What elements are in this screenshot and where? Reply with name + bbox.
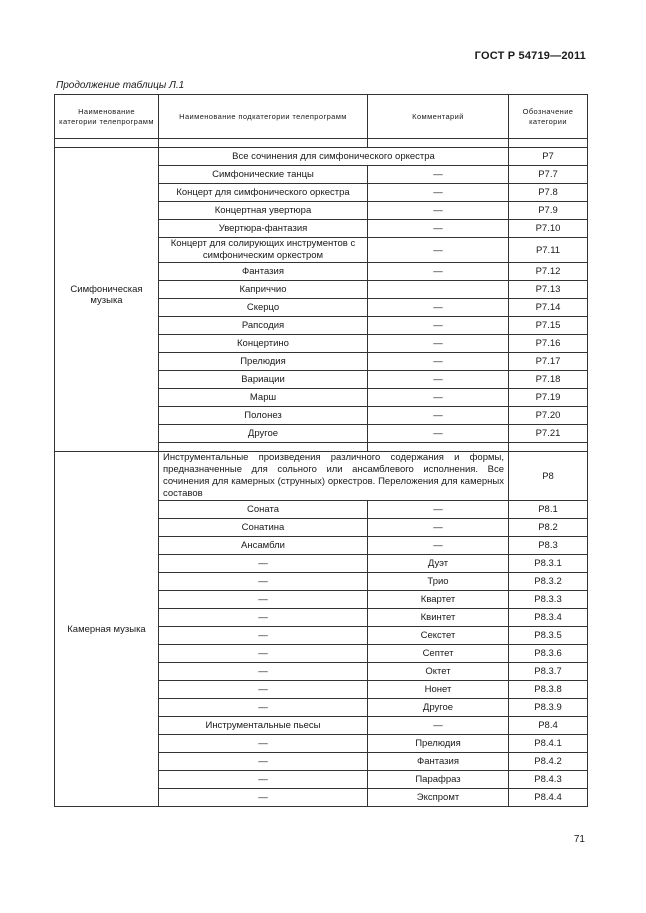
comment-cell: — xyxy=(368,501,509,519)
category-code: P8.3.1 xyxy=(509,555,588,573)
subcategory-cell: Инструментальные произведения различного содержания и формы, предназначенные для сольного или ансамблевого исполнения. Все сочинения для камерных (струнных) оркестров. Переложения для камерных составов xyxy=(159,452,509,501)
subcategory-cell: Рапсодия xyxy=(159,317,368,335)
spacer-cell xyxy=(159,443,368,452)
spacer-cell xyxy=(509,139,588,148)
subcategory-cell: — xyxy=(159,771,368,789)
comment-cell: — xyxy=(368,407,509,425)
comment-cell: — xyxy=(368,220,509,238)
category-code: P8.2 xyxy=(509,519,588,537)
comment-cell: — xyxy=(368,238,509,263)
table-caption: Продолжение таблицы Л.1 xyxy=(56,80,185,91)
subcategory-cell: Все сочинения для симфонического оркестра xyxy=(159,148,509,166)
subcategory-cell: — xyxy=(159,681,368,699)
comment-cell: — xyxy=(368,166,509,184)
subcategory-cell: — xyxy=(159,645,368,663)
subcategory-cell: — xyxy=(159,663,368,681)
spacer-cell xyxy=(368,139,509,148)
comment-cell: Другое xyxy=(368,699,509,717)
column-header-category: Наименование категории телепрограмм xyxy=(55,95,159,139)
subcategory-cell: — xyxy=(159,735,368,753)
subcategory-cell: — xyxy=(159,573,368,591)
category-code: P7.13 xyxy=(509,281,588,299)
category-code: P7.16 xyxy=(509,335,588,353)
standard-number: ГОСТ Р 54719—2011 xyxy=(474,50,586,62)
spacer-cell xyxy=(159,139,368,148)
comment-cell: Фантазия xyxy=(368,753,509,771)
spacer-cell xyxy=(55,139,159,148)
group-spacer xyxy=(55,139,588,148)
spacer-cell xyxy=(509,443,588,452)
subcategory-cell: — xyxy=(159,753,368,771)
comment-cell: Дуэт xyxy=(368,555,509,573)
comment-cell: Прелюдия xyxy=(368,735,509,753)
category-name: Симфоническая музыка xyxy=(55,148,159,443)
comment-cell: Парафраз xyxy=(368,771,509,789)
category-code: P8.4.1 xyxy=(509,735,588,753)
category-code: P7.17 xyxy=(509,353,588,371)
category-code: P8.3.2 xyxy=(509,573,588,591)
category-code: P8.3.6 xyxy=(509,645,588,663)
category-code: P7.12 xyxy=(509,263,588,281)
comment-cell: — xyxy=(368,317,509,335)
category-code: P8.3.7 xyxy=(509,663,588,681)
subcategory-cell: Концертино xyxy=(159,335,368,353)
subcategory-cell: Скерцо xyxy=(159,299,368,317)
spacer-cell xyxy=(55,443,159,452)
subcategory-cell: Каприччио xyxy=(159,281,368,299)
subcategory-cell: Концерт для солирующих инструментов с симфоническим оркестром xyxy=(159,238,368,263)
comment-cell: Септет xyxy=(368,645,509,663)
subcategory-cell: Сонатина xyxy=(159,519,368,537)
comment-cell: — xyxy=(368,335,509,353)
subcategory-cell: — xyxy=(159,591,368,609)
comment-cell: — xyxy=(368,202,509,220)
subcategory-cell: Увертюра-фантазия xyxy=(159,220,368,238)
category-code: P7.10 xyxy=(509,220,588,238)
column-header-code: Обозначение категории xyxy=(509,95,588,139)
comment-cell: — xyxy=(368,717,509,735)
subcategory-cell: Прелюдия xyxy=(159,353,368,371)
comment-cell: — xyxy=(368,371,509,389)
category-code: P8.4.2 xyxy=(509,753,588,771)
subcategory-cell: Инструментальные пьесы xyxy=(159,717,368,735)
table-body xyxy=(55,139,588,807)
category-code: P7.15 xyxy=(509,317,588,335)
comment-cell: Квартет xyxy=(368,591,509,609)
category-code: P8.3.8 xyxy=(509,681,588,699)
comment-cell: Секстет xyxy=(368,627,509,645)
subcategory-cell: — xyxy=(159,627,368,645)
subcategory-cell: Полонез xyxy=(159,407,368,425)
category-code: P7.9 xyxy=(509,202,588,220)
category-name: Камерная музыка xyxy=(55,452,159,807)
comment-cell: Трио xyxy=(368,573,509,591)
category-code: P7.20 xyxy=(509,407,588,425)
subcategory-cell: Вариации xyxy=(159,371,368,389)
table-row xyxy=(55,452,588,501)
comment-cell: — xyxy=(368,425,509,443)
subcategory-cell: Соната xyxy=(159,501,368,519)
subcategory-cell: Марш xyxy=(159,389,368,407)
category-code: P7.18 xyxy=(509,371,588,389)
comment-cell xyxy=(368,281,509,299)
category-code: P8.4.3 xyxy=(509,771,588,789)
category-code: P8.3 xyxy=(509,537,588,555)
category-code: P8.3.3 xyxy=(509,591,588,609)
subcategory-cell: Другое xyxy=(159,425,368,443)
subcategory-cell: Ансамбли xyxy=(159,537,368,555)
table-row xyxy=(55,148,588,166)
comment-cell: — xyxy=(368,184,509,202)
category-code: P7.8 xyxy=(509,184,588,202)
page-number: 71 xyxy=(573,834,585,845)
subcategory-cell: Фантазия xyxy=(159,263,368,281)
column-header-subcategory: Наименование подкатегории телепрограмм xyxy=(159,95,368,139)
comment-cell: — xyxy=(368,263,509,281)
subcategory-cell: — xyxy=(159,555,368,573)
subcategory-cell: — xyxy=(159,789,368,807)
subcategory-cell: Концерт для симфонического оркестра xyxy=(159,184,368,202)
category-code: P8.4 xyxy=(509,717,588,735)
group-spacer xyxy=(55,443,588,452)
category-code: P8.3.4 xyxy=(509,609,588,627)
category-code: P7.14 xyxy=(509,299,588,317)
category-code: P8 xyxy=(509,452,588,501)
category-table xyxy=(54,94,588,807)
comment-cell: Нонет xyxy=(368,681,509,699)
subcategory-cell: Концертная увертюра xyxy=(159,202,368,220)
category-code: P7.19 xyxy=(509,389,588,407)
comment-cell: Экспромт xyxy=(368,789,509,807)
comment-cell: — xyxy=(368,299,509,317)
comment-cell: — xyxy=(368,537,509,555)
comment-cell: — xyxy=(368,389,509,407)
category-code: P8.3.9 xyxy=(509,699,588,717)
subcategory-cell: — xyxy=(159,699,368,717)
table-header-row xyxy=(55,95,588,139)
subcategory-cell: Симфонические танцы xyxy=(159,166,368,184)
column-header-comment: Комментарий xyxy=(368,95,509,139)
category-code: P7 xyxy=(509,148,588,166)
category-code: P7.7 xyxy=(509,166,588,184)
category-code: P8.4.4 xyxy=(509,789,588,807)
category-code: P7.11 xyxy=(509,238,588,263)
comment-cell: Октет xyxy=(368,663,509,681)
comment-cell: — xyxy=(368,353,509,371)
spacer-cell xyxy=(368,443,509,452)
category-code: P8.3.5 xyxy=(509,627,588,645)
subcategory-cell: — xyxy=(159,609,368,627)
comment-cell: Квинтет xyxy=(368,609,509,627)
category-code: P7.21 xyxy=(509,425,588,443)
category-code: P8.1 xyxy=(509,501,588,519)
comment-cell: — xyxy=(368,519,509,537)
